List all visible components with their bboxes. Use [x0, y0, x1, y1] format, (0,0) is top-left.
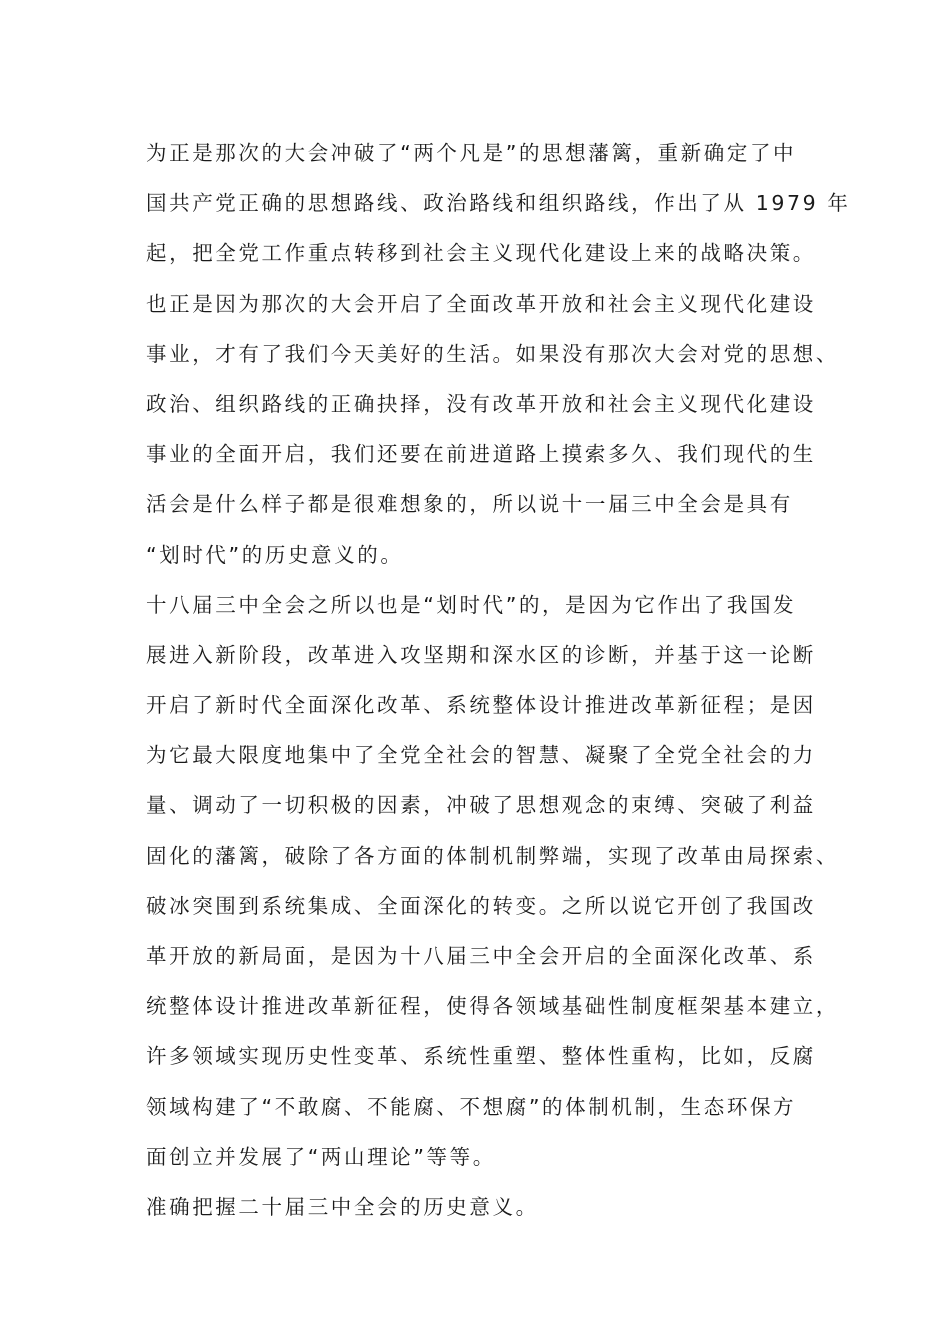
- text-line: 为它最大限度地集中了全党全社会的智慧、凝聚了全党全社会的力: [146, 743, 816, 768]
- text-line: 政治、组织路线的正确抉择，没有改革开放和社会主义现代化建设: [146, 391, 816, 416]
- text-line: 为正是那次的大会冲破了“两个凡是”的思想藩篱，重新确定了中: [146, 141, 797, 165]
- paragraph-4: [146, 1182, 816, 1232]
- text-line: 革开放的新局面，是因为十八届三中全会开启的全面深化改革、系: [146, 944, 816, 968]
- text-line: 十八届三中全会之所以也是“划时代”的，是因为它作出了我国发: [146, 592, 797, 617]
- text-line: 也正是因为那次的大会开启了全面改革开放和社会主义现代化建设: [146, 291, 816, 316]
- text-line: “划时代”的历史意义的。: [146, 542, 404, 567]
- text-line: 准确把握二十届三中全会的历史意义。: [146, 1194, 539, 1219]
- text-line: 许多领域实现历史性变革、系统性重塑、整体性重构，比如，反腐: [146, 1044, 816, 1069]
- text-line: 事业的全面开启，我们还要在前进道路上摸索多久、我们现代的生: [146, 442, 816, 467]
- text-line: 面创立并发展了“两山理论”等等。: [146, 1144, 496, 1169]
- text-line: 量、调动了一切积极的因素，冲破了思想观念的束缚、突破了利益: [146, 793, 816, 818]
- paragraph-1: [146, 128, 851, 279]
- paragraph-3: [146, 580, 839, 1182]
- text-line: 国共产党正确的思想路线、政治路线和组织路线，作出了从 1979 年: [146, 191, 851, 216]
- text-line: 活会是什么样子都是很难想象的，所以说十一届三中全会是具有: [146, 492, 793, 517]
- paragraph-2: [146, 279, 839, 580]
- text-line: 事业，才有了我们今天美好的生活。如果没有那次大会对党的思想、: [146, 341, 839, 366]
- text-line: 开启了新时代全面深化改革、系统整体设计推进改革新征程；是因: [146, 693, 816, 718]
- text-line: 领域构建了“不敢腐、不能腐、不想腐”的体制机制，生态环保方: [146, 1094, 797, 1119]
- text-line: 展进入新阶段，改革进入攻坚期和深水区的诊断，并基于这一论断: [146, 642, 816, 667]
- text-line: 统整体设计推进改革新征程，使得各领域基础性制度框架基本建立，: [146, 994, 839, 1019]
- document-body: [146, 128, 851, 1232]
- text-line: 破冰突围到系统集成、全面深化的转变。之所以说它开创了我国改: [146, 893, 816, 918]
- text-line: 固化的藩篱，破除了各方面的体制机制弊端，实现了改革由局探索、: [146, 843, 839, 868]
- text-line: 起，把全党工作重点转移到社会主义现代化建设上来的战略决策。: [146, 241, 816, 266]
